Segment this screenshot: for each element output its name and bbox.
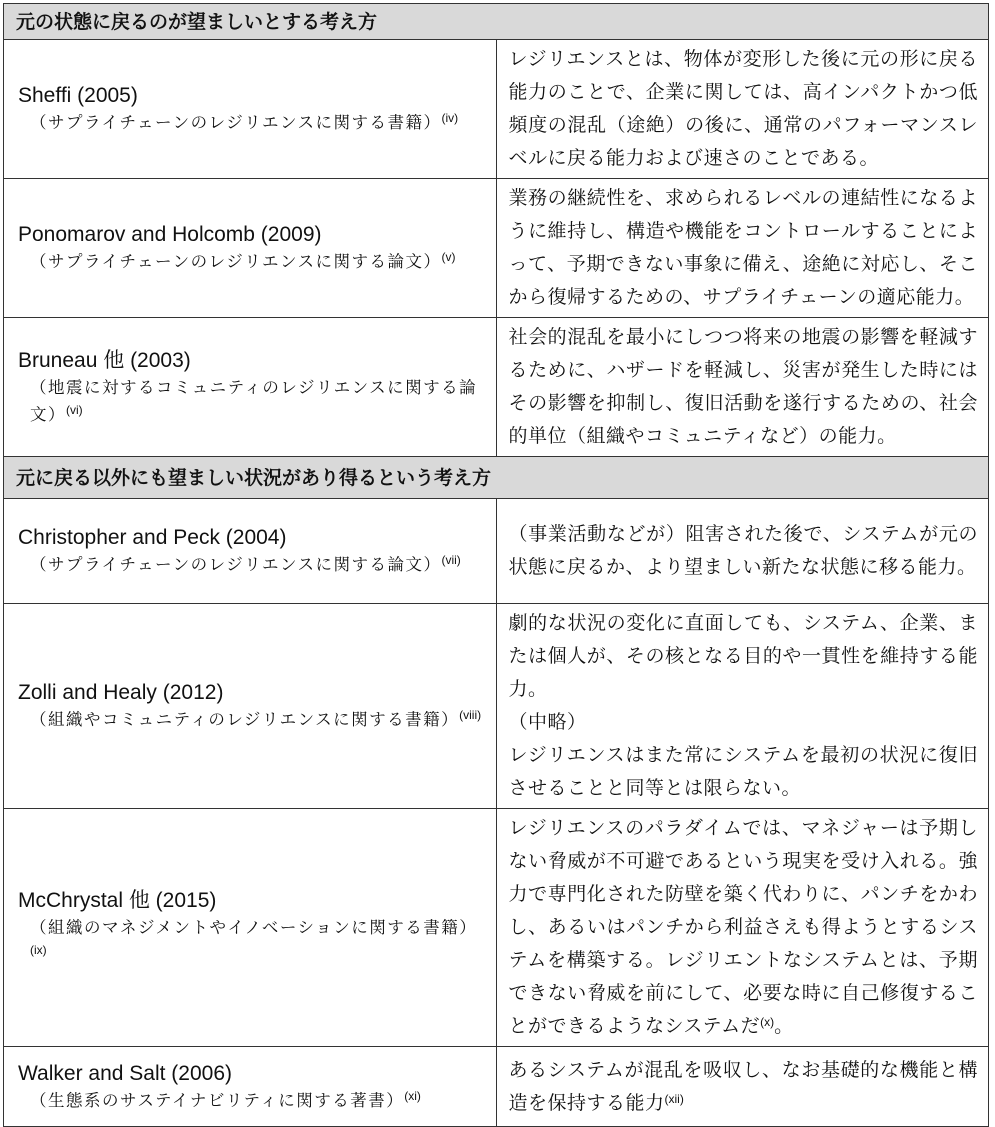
reference-marker: (viii) [459,708,482,722]
definition-end: 。 [774,1015,794,1037]
source-description: （組織のマネジメントやイノベーションに関する書籍） [30,918,478,937]
author-name: Bruneau 他 (2003) [18,348,191,372]
author-cell [4,1047,497,1127]
author-name: McChrystal 他 (2015) [18,889,217,912]
author-cell [4,809,497,1047]
definition-cell [496,318,989,457]
source-note [18,914,486,968]
definition-text: レジリエンスとは、物体が変形した後に元の形に戻る能力のことで、企業に関しては、高インパクトかつ低頻度の混乱（途絶）の後に、通常のパフォーマンスレベルに戻る能力および速さのことである。 [508,48,978,169]
source-note [18,706,486,733]
table-row [4,499,989,604]
section-title: 元に戻る以外にも望ましい状況があり得るという考え方 [4,457,989,499]
reference-marker: (v) [441,250,456,264]
resilience-definitions-table [3,3,989,1127]
table-row [4,40,989,179]
definition-cell [496,809,989,1047]
section-title: 元の状態に戻るのが望ましいとする考え方 [4,4,989,40]
definition-cell [496,40,989,179]
source-note [18,109,486,136]
source-description: （地震に対するコミュニティのレジリエンスに関する論文） [30,377,478,424]
table-row [4,809,989,1047]
source-note [18,248,486,275]
source-description: （サプライチェーンのレジリエンスに関する論文） [30,252,442,271]
definition-text: レジリエンスはまた常にシステムを最初の状況に復旧させることと同等とは限らない。 [508,744,978,799]
author-cell [4,179,497,318]
author-name: Walker and Salt (2006) [18,1061,232,1085]
reference-marker: (vii) [441,553,461,567]
source-description: （サプライチェーンのレジリエンスに関する書籍） [30,113,442,132]
definition-body: あるシステムが混乱を吸収し、なお基礎的な機能と構造を保持する能力 [508,1058,978,1114]
table-row [4,318,989,457]
author-name: Sheffi (2005) [18,84,138,107]
definition-text: 劇的な状況の変化に直面しても、システム、企業、または個人が、その核となる目的や一貫性を維持する能力。 [508,612,978,700]
definition-text [509,1054,979,1120]
source-description: （組織やコミュニティのレジリエンスに関する書籍） [30,710,460,729]
reference-marker: (xi) [404,1088,421,1103]
definition-cell [496,604,989,809]
definition-cell [496,1047,989,1127]
source-description: （生態系のサステイナビリティに関する著書） [30,1090,405,1110]
table-row [4,1047,989,1127]
reference-marker: (iv) [441,111,459,125]
author-name: Ponomarov and Holcomb (2009) [18,223,322,246]
author-cell [4,499,497,604]
definition-cell [496,499,989,604]
source-description: （サプライチェーンのレジリエンスに関する論文） [30,555,442,574]
source-note [18,1087,486,1114]
author-cell [4,318,497,457]
author-cell [4,40,497,179]
author-cell [4,604,497,809]
omission-note: （中略） [508,711,587,733]
section-header-alternative [4,457,989,499]
reference-marker: (ix) [30,943,47,957]
author-name: Zolli and Healy (2012) [18,681,224,704]
definition-text: 業務の継続性を、求められるレベルの連結性になるように維持し、構造や機能をコントロールすることによって、予期できない事象に備え、途絶に対応し、そこから復帰するための、サプライチェーンの適応能力。 [508,187,978,308]
reference-marker: (x) [760,1015,775,1029]
source-note [18,551,486,578]
table-row [4,179,989,318]
source-note [18,374,486,428]
definition-cell [496,179,989,318]
reference-marker: (vi) [66,402,83,417]
author-name: Christopher and Peck (2004) [18,526,287,549]
reference-marker: (xii) [664,1091,684,1106]
section-header-return [4,4,989,40]
definition-body: レジリエンスのパラダイムでは、マネジャーは予期しない脅威が不可避であるという現実を受け入れる。強力で専門化された防壁を築く代わりに、パンチをかわし、あるいはパンチから利益さえも得ようとするシステムを構築する。レジリエントなシステムとは、予期できない脅威を前にして、必要な時に自己修復することができるようなシステムだ [508,817,978,1037]
definition-text [509,812,979,1043]
table-row [4,604,989,809]
definition-text: （事業活動などが）阻害された後で、システムが元の状態に戻るか、より望ましい新たな状態に移る能力。 [508,523,978,578]
definition-text: 社会的混乱を最小にしつつ将来の地震の影響を軽減するために、ハザードを軽減し、災害が発生した時にはその影響を抑制し、復旧活動を遂行するための、社会的単位（組織やコミュニティなど）の能力。 [508,326,978,447]
